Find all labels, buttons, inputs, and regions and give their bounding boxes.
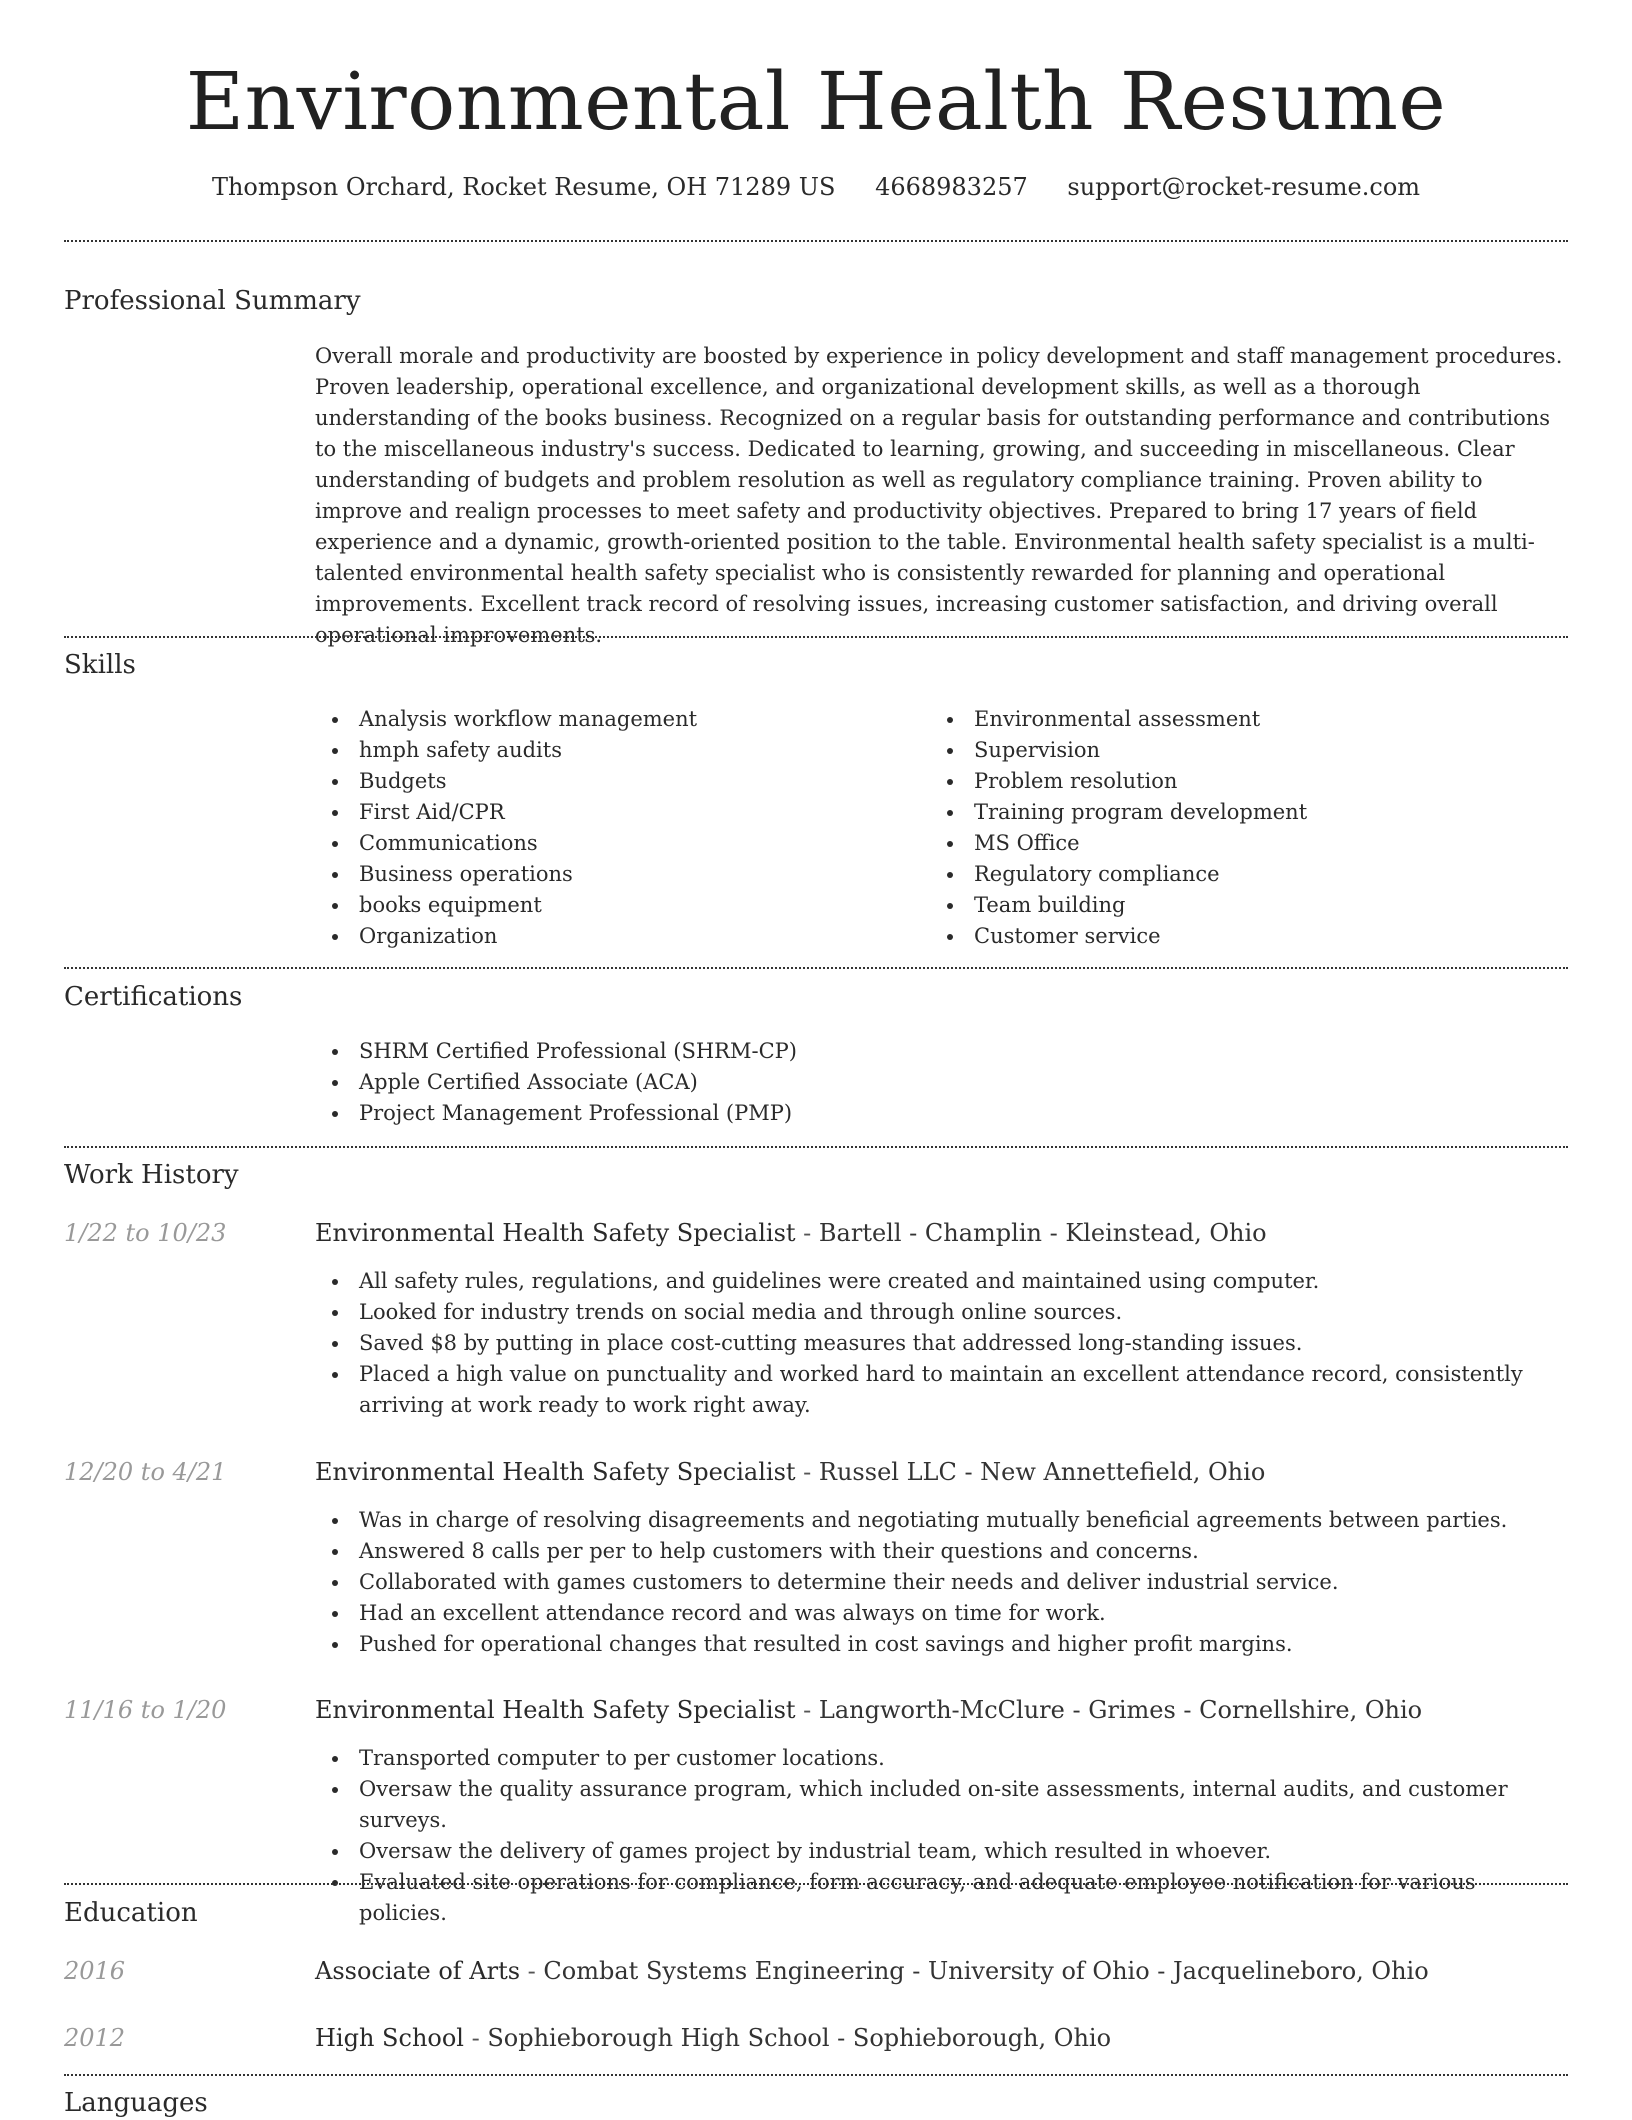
divider <box>64 2074 1568 2076</box>
job-details: Langworth-McClure - Grimes - Cornellshire, Ohio <box>818 1696 1423 1724</box>
job-heading <box>315 1456 1265 1488</box>
skill-item: Business operations <box>315 859 915 890</box>
skill-item: Budgets <box>315 766 915 797</box>
job-separator: - <box>795 1219 819 1247</box>
job-dates: 11/16 to 1/20 <box>64 1696 227 1724</box>
job-bullet: Was in charge of resolving disagreements and negotiating mutually beneficial agreements between parties. <box>315 1505 1565 1536</box>
certification-item: Apple Certified Associate (ACA) <box>315 1067 1565 1098</box>
skills-list-right <box>930 704 1560 952</box>
education-degree: Associate of Arts <box>315 1957 521 1985</box>
education-entry <box>315 1955 1429 1987</box>
job-bullet: Oversaw the quality assurance program, which included on-site assessments, internal audits, and customer surveys. <box>315 1774 1565 1836</box>
skill-item: Customer service <box>930 921 1560 952</box>
summary-text: Overall morale and productivity are boosted by experience in policy development and staff management procedures. Proven leadership, operational excellence, and organizational development skills, as well as a thorough understanding of the books business. Recognized on a regular basis for outstanding performance and contributions to the miscellaneous industry's success. Dedicated to learning, growing, and succeeding in miscellaneous. Clear understanding of budgets and problem resolution as well as regulatory compliance training. Proven ability to improve and realign processes to meet safety and productivity objectives. Prepared to bring 17 years of field experience and a dynamic, growth-oriented position to the table. Environmental health safety specialist is a multi-talented environmental health safety specialist who is consistently rewarded for planning and operational improvements. Excellent track record of resolving issues, increasing customer satisfaction, and driving overall operational improvements. <box>315 344 1563 647</box>
job-bullet: Looked for industry trends on social media and through online sources. <box>315 1297 1565 1328</box>
divider <box>64 967 1568 969</box>
divider <box>64 1883 1568 1885</box>
job-title: Environmental Health Safety Specialist <box>315 1696 796 1724</box>
section-heading-work-history: Work History <box>64 1160 239 1190</box>
job-bullet: Oversaw the delivery of games project by industrial team, which resulted in whoever. <box>315 1836 1565 1867</box>
education-degree: High School <box>315 2024 464 2052</box>
job-bullets <box>315 1743 1565 1929</box>
section-heading-summary: Professional Summary <box>64 286 361 316</box>
contact-address: Thompson Orchard, Rocket Resume, OH 71289 US <box>211 173 836 201</box>
job-dates: 1/22 to 10/23 <box>64 1219 227 1247</box>
contact-email: support@rocket-resume.com <box>1067 173 1421 201</box>
job-heading <box>315 1217 1267 1249</box>
education-separator: - <box>463 2024 488 2052</box>
job-bullet: Saved $8 by putting in place cost-cutting measures that addressed long-standing issues. <box>315 1328 1565 1359</box>
job-bullet: Placed a high value on punctuality and worked hard to maintain an excellent attendance record, consistently arriving at work ready to work right away. <box>315 1359 1565 1421</box>
job-bullet: Evaluated site operations for compliance, form accuracy, and adequate employee notification for various policies. <box>315 1867 1565 1929</box>
section-heading-languages: Languages <box>64 2088 208 2118</box>
education-separator: - <box>520 1957 544 1985</box>
skill-item: Regulatory compliance <box>930 859 1560 890</box>
job-bullet: Had an excellent attendance record and was always on time for work. <box>315 1598 1565 1629</box>
skill-item: MS Office <box>930 828 1560 859</box>
certification-item: SHRM Certified Professional (SHRM-CP) <box>315 1036 1565 1067</box>
job-details: Russel LLC - New Annettefield, Ohio <box>818 1458 1266 1486</box>
certifications-list <box>315 1036 1565 1129</box>
skill-item: Analysis workflow management <box>315 704 915 735</box>
education-details: Combat Systems Engineering - University of Ohio - Jacquelineboro, Ohio <box>543 1957 1429 1985</box>
section-heading-certifications: Certifications <box>64 982 243 1012</box>
job-bullet: Transported computer to per customer locations. <box>315 1743 1565 1774</box>
section-heading-education: Education <box>64 1898 198 1928</box>
skill-item: Training program development <box>930 797 1560 828</box>
job-details: Bartell - Champlin - Kleinstead, Ohio <box>818 1219 1267 1247</box>
contact-phone: 4668983257 <box>875 173 1028 201</box>
job-dates: 12/20 to 4/21 <box>64 1458 227 1486</box>
divider <box>64 1146 1568 1148</box>
job-bullet: Pushed for operational changes that resulted in cost savings and higher profit margins. <box>315 1629 1565 1660</box>
education-entry <box>315 2022 1111 2054</box>
section-heading-skills: Skills <box>64 650 136 680</box>
skill-item: hmph safety audits <box>315 735 915 766</box>
resume-title: Environmental Health Resume <box>185 55 1447 148</box>
education-details: Sophieborough High School - Sophieborough, Ohio <box>487 2024 1112 2052</box>
divider <box>64 636 1568 638</box>
skill-item: Organization <box>315 921 915 952</box>
skill-item: books equipment <box>315 890 915 921</box>
job-bullets <box>315 1266 1565 1421</box>
job-title: Environmental Health Safety Specialist <box>315 1219 796 1247</box>
divider <box>64 240 1568 242</box>
education-year: 2016 <box>64 1957 126 1985</box>
job-separator: - <box>795 1458 819 1486</box>
skill-item: First Aid/CPR <box>315 797 915 828</box>
skill-item: Problem resolution <box>930 766 1560 797</box>
job-bullets <box>315 1505 1565 1660</box>
skill-item: Environmental assessment <box>930 704 1560 735</box>
job-bullet: Answered 8 calls per per to help customers with their questions and concerns. <box>315 1536 1565 1567</box>
job-heading <box>315 1694 1422 1726</box>
job-bullet: Collaborated with games customers to determine their needs and deliver industrial service. <box>315 1567 1565 1598</box>
skill-item: Communications <box>315 828 915 859</box>
certification-item: Project Management Professional (PMP) <box>315 1098 1565 1129</box>
skill-item: Supervision <box>930 735 1560 766</box>
contact-line <box>0 170 1632 204</box>
skills-list-left <box>315 704 915 952</box>
job-bullet: All safety rules, regulations, and guidelines were created and maintained using computer. <box>315 1266 1565 1297</box>
job-title: Environmental Health Safety Specialist <box>315 1458 796 1486</box>
skill-item: Team building <box>930 890 1560 921</box>
job-separator: - <box>795 1696 819 1724</box>
education-year: 2012 <box>64 2024 126 2052</box>
